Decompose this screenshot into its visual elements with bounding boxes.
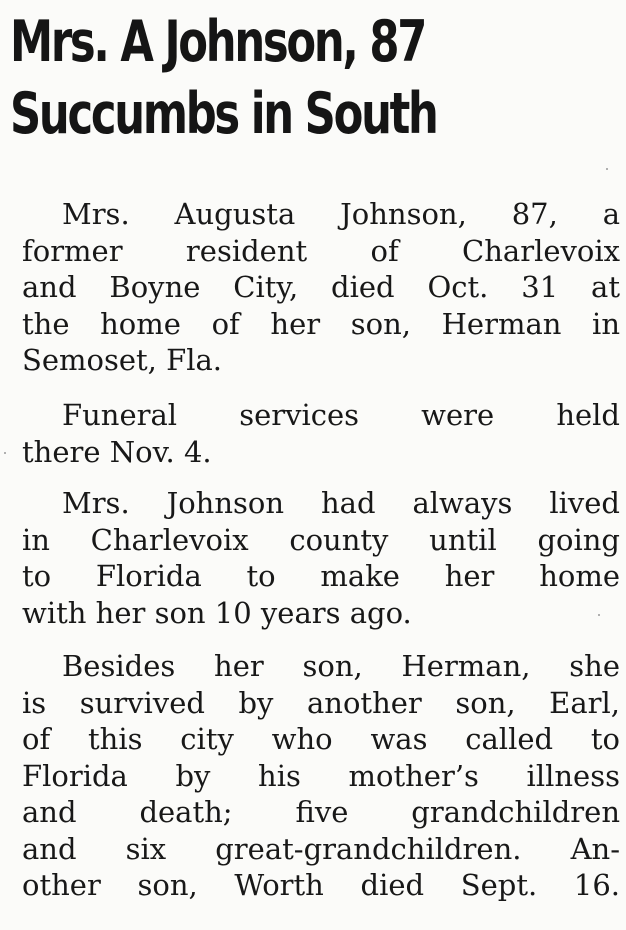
text-line: Florida by his mother’s illness <box>22 758 620 793</box>
text-line: Funeral services were held <box>62 398 620 432</box>
text-line: other son, Worth died Sept. 16. <box>22 868 620 902</box>
text-line: Besides her son, Herman, she <box>62 649 620 683</box>
paper-speck <box>4 452 6 454</box>
paper-speck <box>606 168 608 170</box>
text-line: Mrs. Augusta Johnson, 87, a <box>62 197 620 231</box>
headline-line-1: Mrs. A Johnson, 87 <box>10 9 426 75</box>
text-line: and six great-grandchildren. An- <box>22 831 620 866</box>
text-line: is survived by another son, Earl, <box>22 685 620 720</box>
paper-speck <box>598 614 600 616</box>
paragraph-funeral <box>22 397 620 470</box>
text-line: there Nov. 4. <box>22 434 212 469</box>
text-line: to Florida to make her home <box>22 559 620 593</box>
text-line: with her son 10 years ago. <box>22 595 412 630</box>
paragraph-survivors <box>22 648 620 904</box>
text-line: and death; five grandchildren <box>22 795 620 829</box>
paragraph-residence <box>22 485 620 631</box>
text-line: former resident of Charlevoix <box>22 233 620 268</box>
text-line: of this city who was called to <box>22 722 620 756</box>
text-line: Semoset, Fla. <box>22 343 223 377</box>
text-line: and Boyne City, died Oct. 31 at <box>22 270 620 304</box>
paragraph-obituary-intro <box>22 196 620 379</box>
text-line: in Charlevoix county until going <box>22 522 620 557</box>
text-line: Mrs. Johnson had always lived <box>62 486 620 520</box>
text-line: the home of her son, Herman in <box>22 306 620 341</box>
headline <box>10 6 471 150</box>
headline-line-2: Succumbs in South <box>10 81 437 147</box>
